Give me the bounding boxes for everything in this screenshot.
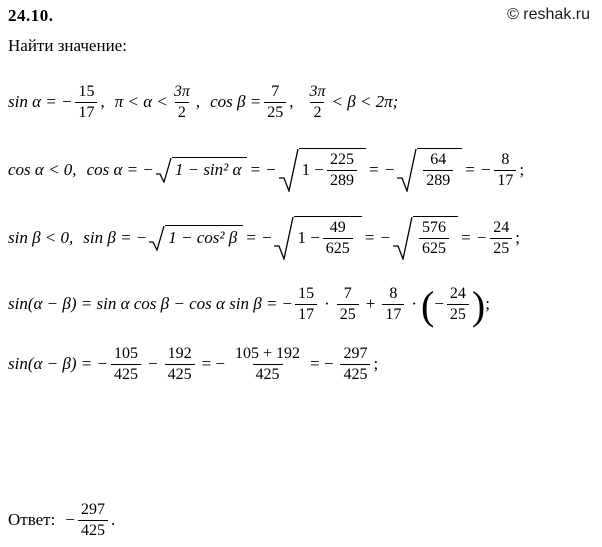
radicand-text: 1 − sin² α	[174, 160, 242, 179]
minus-sign: −	[147, 354, 158, 373]
fraction-3pi-2	[171, 83, 193, 121]
fraction-numerator: 7	[343, 285, 352, 303]
fraction-numerator: 64	[430, 151, 447, 169]
eq-2: = −	[310, 354, 334, 373]
eq-2: = −	[249, 160, 277, 179]
answer-line	[8, 501, 115, 539]
leading-minus: −	[282, 294, 293, 313]
fraction-numerator: 15	[298, 285, 315, 303]
radical-1-minus-cos2	[149, 225, 243, 251]
given-conditions-line	[8, 82, 590, 122]
answer-label: Ответ:	[8, 510, 56, 530]
plus-sign: +	[365, 294, 376, 313]
eq-4: = −	[464, 160, 492, 179]
sin-difference-lhs: sin(α − β) = sin α cos β − cos α sin β =	[8, 294, 278, 313]
fraction-denominator: 625	[419, 238, 449, 257]
fraction-numerator: 7	[271, 83, 280, 101]
radical-64-289	[397, 148, 462, 192]
comma-3: ,	[289, 92, 294, 111]
line4-tail: ;	[485, 294, 490, 313]
fraction-49-625	[323, 219, 353, 257]
fraction-denominator: 425	[78, 520, 108, 539]
paren-close: )	[471, 283, 486, 328]
fraction-225-289	[327, 151, 357, 189]
radical-sign-icon	[279, 148, 299, 192]
radicand	[172, 157, 248, 183]
fraction-denominator: 25	[264, 102, 286, 121]
page-header	[8, 6, 590, 26]
task-number: 24.10.	[8, 6, 54, 25]
fraction-denominator: 425	[111, 364, 141, 383]
fraction-numerator: 8	[389, 285, 398, 303]
radicand	[299, 148, 366, 192]
eq-1: = −	[201, 354, 225, 373]
cos-beta-label: cos β =	[210, 92, 262, 111]
radical-1-minus-sin2	[156, 157, 248, 183]
eq-2: = −	[245, 228, 273, 247]
radicand-text: 1 − cos² β	[168, 228, 238, 247]
fraction-64-289	[423, 151, 453, 189]
fraction-numerator: 15	[78, 83, 95, 101]
fraction-numerator: 297	[343, 345, 368, 363]
fraction-numerator: 24	[493, 219, 510, 237]
sin-difference-lhs-2: sin(α − β) = −	[8, 354, 108, 373]
cos-alpha-lhs: cos α = −	[86, 160, 154, 179]
radicand	[417, 148, 462, 192]
fraction-denominator: 17	[382, 304, 404, 323]
fraction-numerator: 8	[501, 151, 510, 169]
fraction-numerator: 105 + 192	[235, 345, 301, 363]
comma-1: ,	[100, 92, 105, 111]
radical-sign-icon	[397, 148, 417, 192]
paren-open: (	[421, 283, 435, 328]
line5-tail: ;	[373, 354, 379, 373]
sin-beta-lhs: sin β = −	[83, 228, 148, 247]
radical-sign-icon	[156, 157, 172, 183]
line3-tail: ;	[515, 228, 520, 247]
radicand-lead: 1 −	[297, 228, 320, 247]
fraction-denominator: 17	[494, 170, 516, 189]
fraction-denominator: 2	[175, 102, 189, 121]
sin-difference-expansion-line	[8, 283, 590, 328]
task-prompt: Найти значение:	[8, 36, 127, 55]
radicand-lead: 1 −	[301, 160, 324, 179]
fraction-numerator: 225	[329, 151, 354, 169]
fraction-numerator: 105	[113, 345, 138, 363]
sin-beta-condition: sin β < 0,	[8, 228, 74, 247]
radicand	[294, 216, 361, 260]
inner-minus: −	[434, 294, 444, 313]
fraction-192-425	[165, 345, 195, 383]
fraction-8-17	[494, 151, 516, 189]
sin-difference-result-line	[8, 344, 590, 384]
fraction-numerator: 3π	[173, 83, 190, 101]
fraction-15-17	[75, 83, 97, 121]
line2-tail: ;	[519, 160, 525, 179]
fraction-denominator: 425	[253, 364, 283, 383]
solution-body	[8, 82, 590, 384]
sin-alpha-label: sin α = −	[8, 92, 73, 111]
site-watermark: © reshak.ru	[507, 6, 590, 23]
fraction-denominator: 25	[490, 238, 512, 257]
radical-sign-icon	[274, 216, 294, 260]
cos-alpha-condition: cos α < 0,	[8, 160, 77, 179]
fraction-numerator: 24	[449, 285, 466, 303]
fraction-3pi-2-b	[306, 83, 328, 121]
multiplication-dot-1: ·	[324, 294, 330, 313]
fraction-7-25-b	[337, 285, 359, 323]
radical-sign-icon	[149, 225, 165, 251]
radical-1-minus-49-625	[274, 216, 361, 260]
fraction-8-17-b	[382, 285, 404, 323]
fraction-denominator: 289	[423, 170, 453, 189]
fraction-24-25-b	[447, 285, 469, 323]
fraction-7-25	[264, 83, 286, 121]
sin-beta-line	[8, 216, 590, 260]
fraction-denominator: 25	[447, 304, 469, 323]
fraction-numerator: 3π	[309, 83, 326, 101]
fraction-15-17-b	[295, 285, 317, 323]
radicand	[165, 225, 243, 251]
answer-fraction-297-425	[78, 501, 108, 539]
beta-range-right: < β < 2π;	[331, 92, 399, 111]
fraction-denominator: 289	[327, 170, 357, 189]
fraction-576-625	[419, 219, 449, 257]
fraction-denominator: 17	[75, 102, 97, 121]
multiplication-dot-2: ·	[411, 294, 417, 313]
fraction-denominator: 25	[337, 304, 359, 323]
fraction-105-425	[111, 345, 141, 383]
fraction-numerator: 297	[80, 501, 105, 519]
answer-tail: .	[110, 510, 116, 530]
fraction-24-25	[490, 219, 512, 257]
cos-alpha-line	[8, 148, 590, 192]
radical-sign-icon	[393, 216, 413, 260]
fraction-denominator: 625	[323, 238, 353, 257]
alpha-range-left: π < α <	[114, 92, 168, 111]
fraction-denominator: 425	[340, 364, 370, 383]
fraction-numerator: 192	[167, 345, 192, 363]
fraction-denominator: 425	[165, 364, 195, 383]
fraction-sum-425	[232, 345, 303, 383]
fraction-numerator: 576	[421, 219, 446, 237]
eq-3: = −	[363, 228, 391, 247]
comma-2: ,	[195, 92, 201, 111]
answer-minus: −	[65, 510, 75, 530]
fraction-numerator: 49	[329, 219, 346, 237]
eq-4: = −	[459, 228, 488, 247]
radical-576-625	[393, 216, 458, 260]
fraction-denominator: 17	[295, 304, 317, 323]
radical-1-minus-225-289	[279, 148, 366, 192]
eq-3: = −	[367, 160, 396, 179]
fraction-denominator: 2	[310, 102, 324, 121]
fraction-297-425	[340, 345, 370, 383]
radicand	[413, 216, 458, 260]
